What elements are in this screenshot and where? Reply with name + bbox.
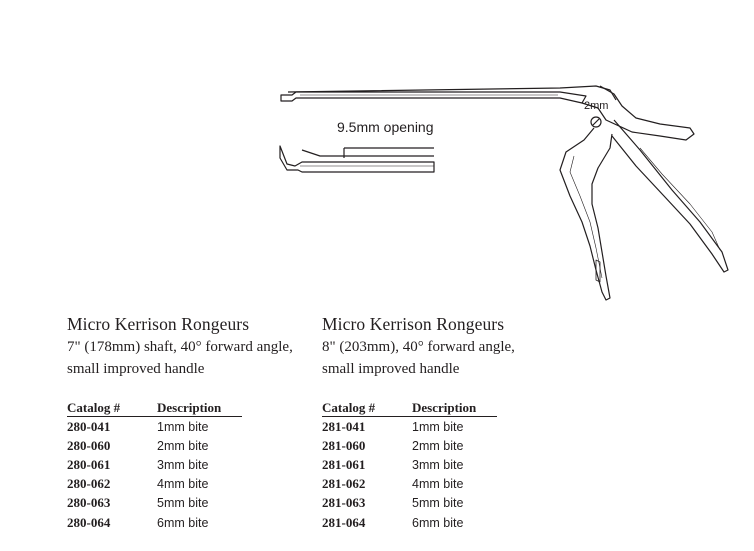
table-row [67,494,242,513]
catalog-table [322,399,497,532]
table-row [67,455,242,474]
catalog-number: 281-064 [322,514,366,530]
table-row [322,436,497,455]
bite-size: 1mm bite [157,419,209,434]
product-block-7in [67,312,293,532]
column-header-catalog: Catalog # [67,399,157,417]
bite-size: 5mm bite [157,496,209,511]
instrument-front-handle [560,128,612,300]
table-row [67,436,242,455]
catalog-number: 281-060 [322,437,366,453]
instrument-rear-handle [612,120,728,272]
table-row [67,513,242,532]
column-header-description: Description [157,399,242,417]
table-row [322,494,497,513]
table-row [322,513,497,532]
product-title: Micro Kerrison Rongeurs [67,314,250,334]
table-row [322,417,497,437]
instrument-head [582,86,694,140]
product-spec-line: 7" (178mm) shaft, 40° forward angle, [67,339,293,355]
catalog-number: 280-063 [67,495,111,511]
table-row [322,455,497,474]
catalog-number: 281-062 [322,476,366,492]
column-header-description: Description [412,399,497,417]
product-block-8in [322,312,515,532]
instrument-shaft [281,92,586,103]
catalog-number: 281-041 [322,418,366,434]
column-header-catalog: Catalog # [322,399,412,417]
inset-shaft-top [302,150,434,156]
bite-size: 2mm bite [157,438,209,453]
bite-size: 6mm bite [412,515,464,530]
table-row [322,475,497,494]
product-spec-line: small improved handle [67,361,205,377]
bite-size: 4mm bite [157,477,209,492]
bite-size: 3mm bite [412,457,464,472]
catalog-number: 281-061 [322,456,366,472]
product-title: Micro Kerrison Rongeurs [322,314,505,334]
bite-size: 4mm bite [412,477,464,492]
catalog-number: 280-041 [67,418,111,434]
table-header-row [322,399,497,417]
catalog-number: 280-060 [67,437,111,453]
tip-size-callout: 2mm [584,100,609,112]
table-header-row [67,399,242,417]
bite-size: 6mm bite [157,515,209,530]
table-row [67,417,242,437]
product-spec-line: small improved handle [322,361,460,377]
table-row [67,475,242,494]
bite-size: 3mm bite [157,457,209,472]
bite-size: 5mm bite [412,496,464,511]
catalog-number: 280-062 [67,476,111,492]
catalog-number: 280-061 [67,456,111,472]
catalog-number: 280-064 [67,514,111,530]
bite-size: 2mm bite [412,438,464,453]
catalog-number: 281-063 [322,495,366,511]
catalog-table [67,399,242,532]
opening-callout: 9.5mm opening [337,119,434,135]
product-spec-line: 8" (203mm), 40° forward angle, [322,339,515,355]
bite-size: 1mm bite [412,419,464,434]
